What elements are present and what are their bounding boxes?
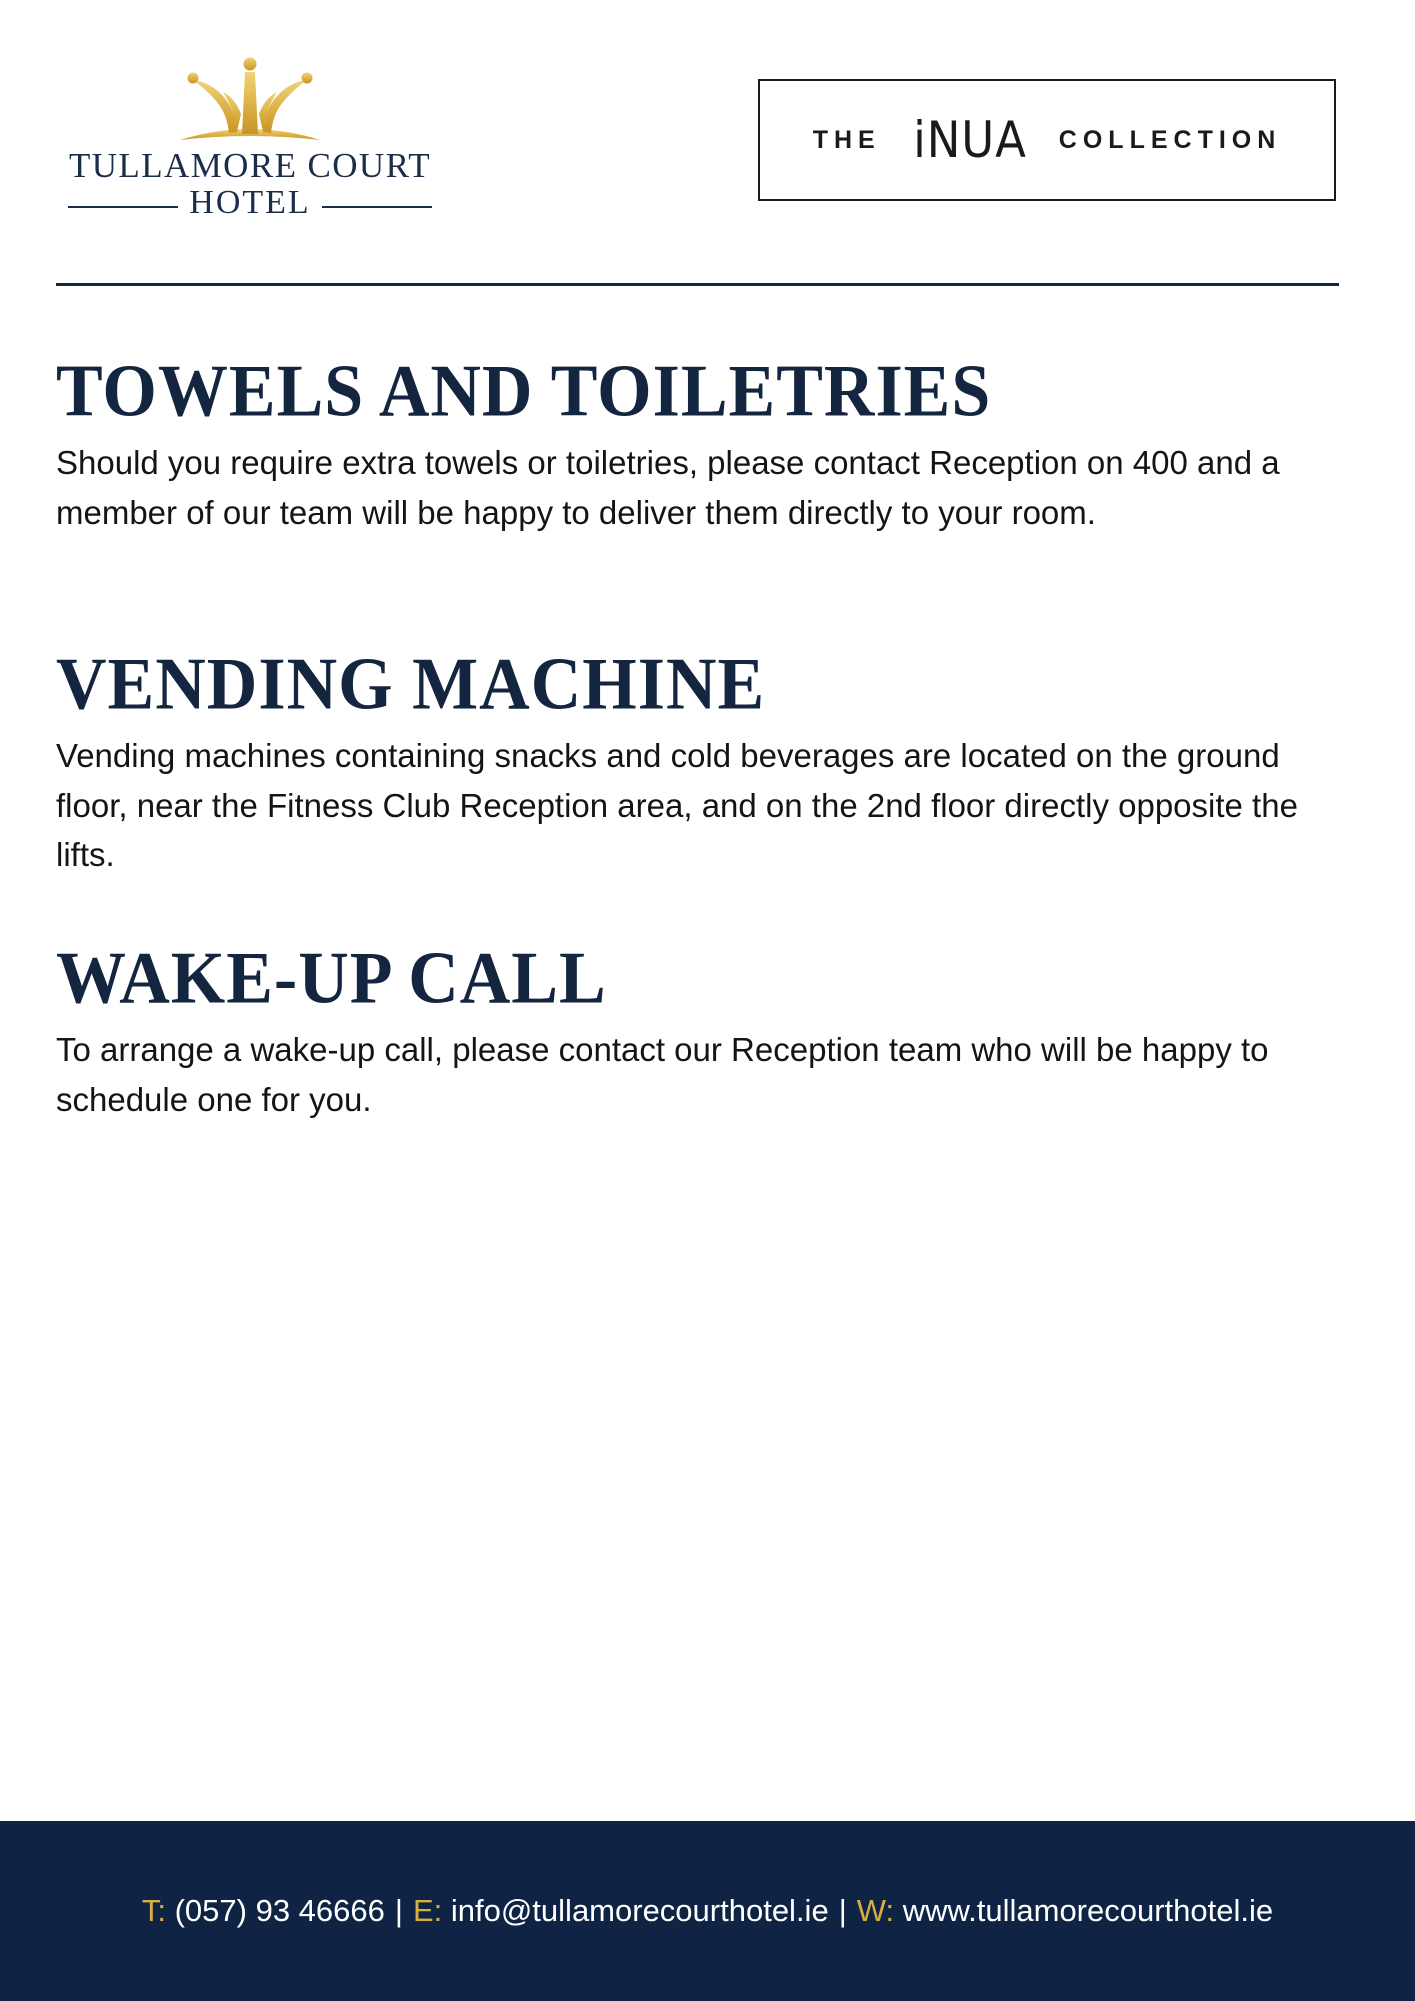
section-body: To arrange a wake-up call, please contact our Reception team who will be happy to schedule one for you. (56, 1031, 1269, 1118)
section-body: Vending machines containing snacks and cold beverages are located on the ground floor, near the Fitness Club Reception area, and on the 2nd floor directly opposite the lifts. (56, 737, 1298, 873)
collection-logo-the: THE (812, 125, 881, 154)
section-vending-machine (56, 643, 1346, 880)
phone-label: T: (141, 1893, 166, 1928)
hotel-logo-subtitle (60, 184, 440, 228)
section-body: Should you require extra towels or toiletries, please contact Reception on 400 and a member of our team will be happy to deliver them directly to your room. (56, 444, 1280, 531)
header-divider (56, 283, 1339, 286)
footer-separator: | (394, 1893, 403, 1928)
section-towels-toiletries (56, 350, 1346, 537)
footer-separator: | (838, 1893, 847, 1928)
collection-logo-collection: COLLECTION (1058, 125, 1282, 154)
email-label: E: (412, 1893, 443, 1928)
page-header (0, 0, 1415, 290)
collection-logo-brand: iNUA (912, 111, 1027, 169)
phone-number[interactable]: (057) 93 46666 (174, 1893, 385, 1928)
section-heading: WAKE-UP CALL (56, 938, 607, 1020)
crown-icon (165, 56, 335, 146)
footer-contact-line (0, 1821, 1415, 2001)
logo-rule-right (322, 206, 432, 208)
hotel-logo-hotel-word: HOTEL (189, 184, 311, 221)
web-label: W: (856, 1893, 895, 1928)
inua-collection-logo (758, 79, 1336, 201)
page-footer (0, 1821, 1415, 2001)
hotel-logo (60, 52, 440, 232)
website-link[interactable]: www.tullamorecourthotel.ie (902, 1893, 1274, 1928)
section-heading: TOWELS AND TOILETRIES (56, 351, 992, 433)
email-link[interactable]: info@tullamorecourthotel.ie (450, 1893, 829, 1928)
section-heading: VENDING MACHINE (56, 644, 766, 726)
section-wake-up-call (56, 937, 1346, 1124)
hotel-logo-name: TULLAMORE COURT (68, 146, 432, 185)
